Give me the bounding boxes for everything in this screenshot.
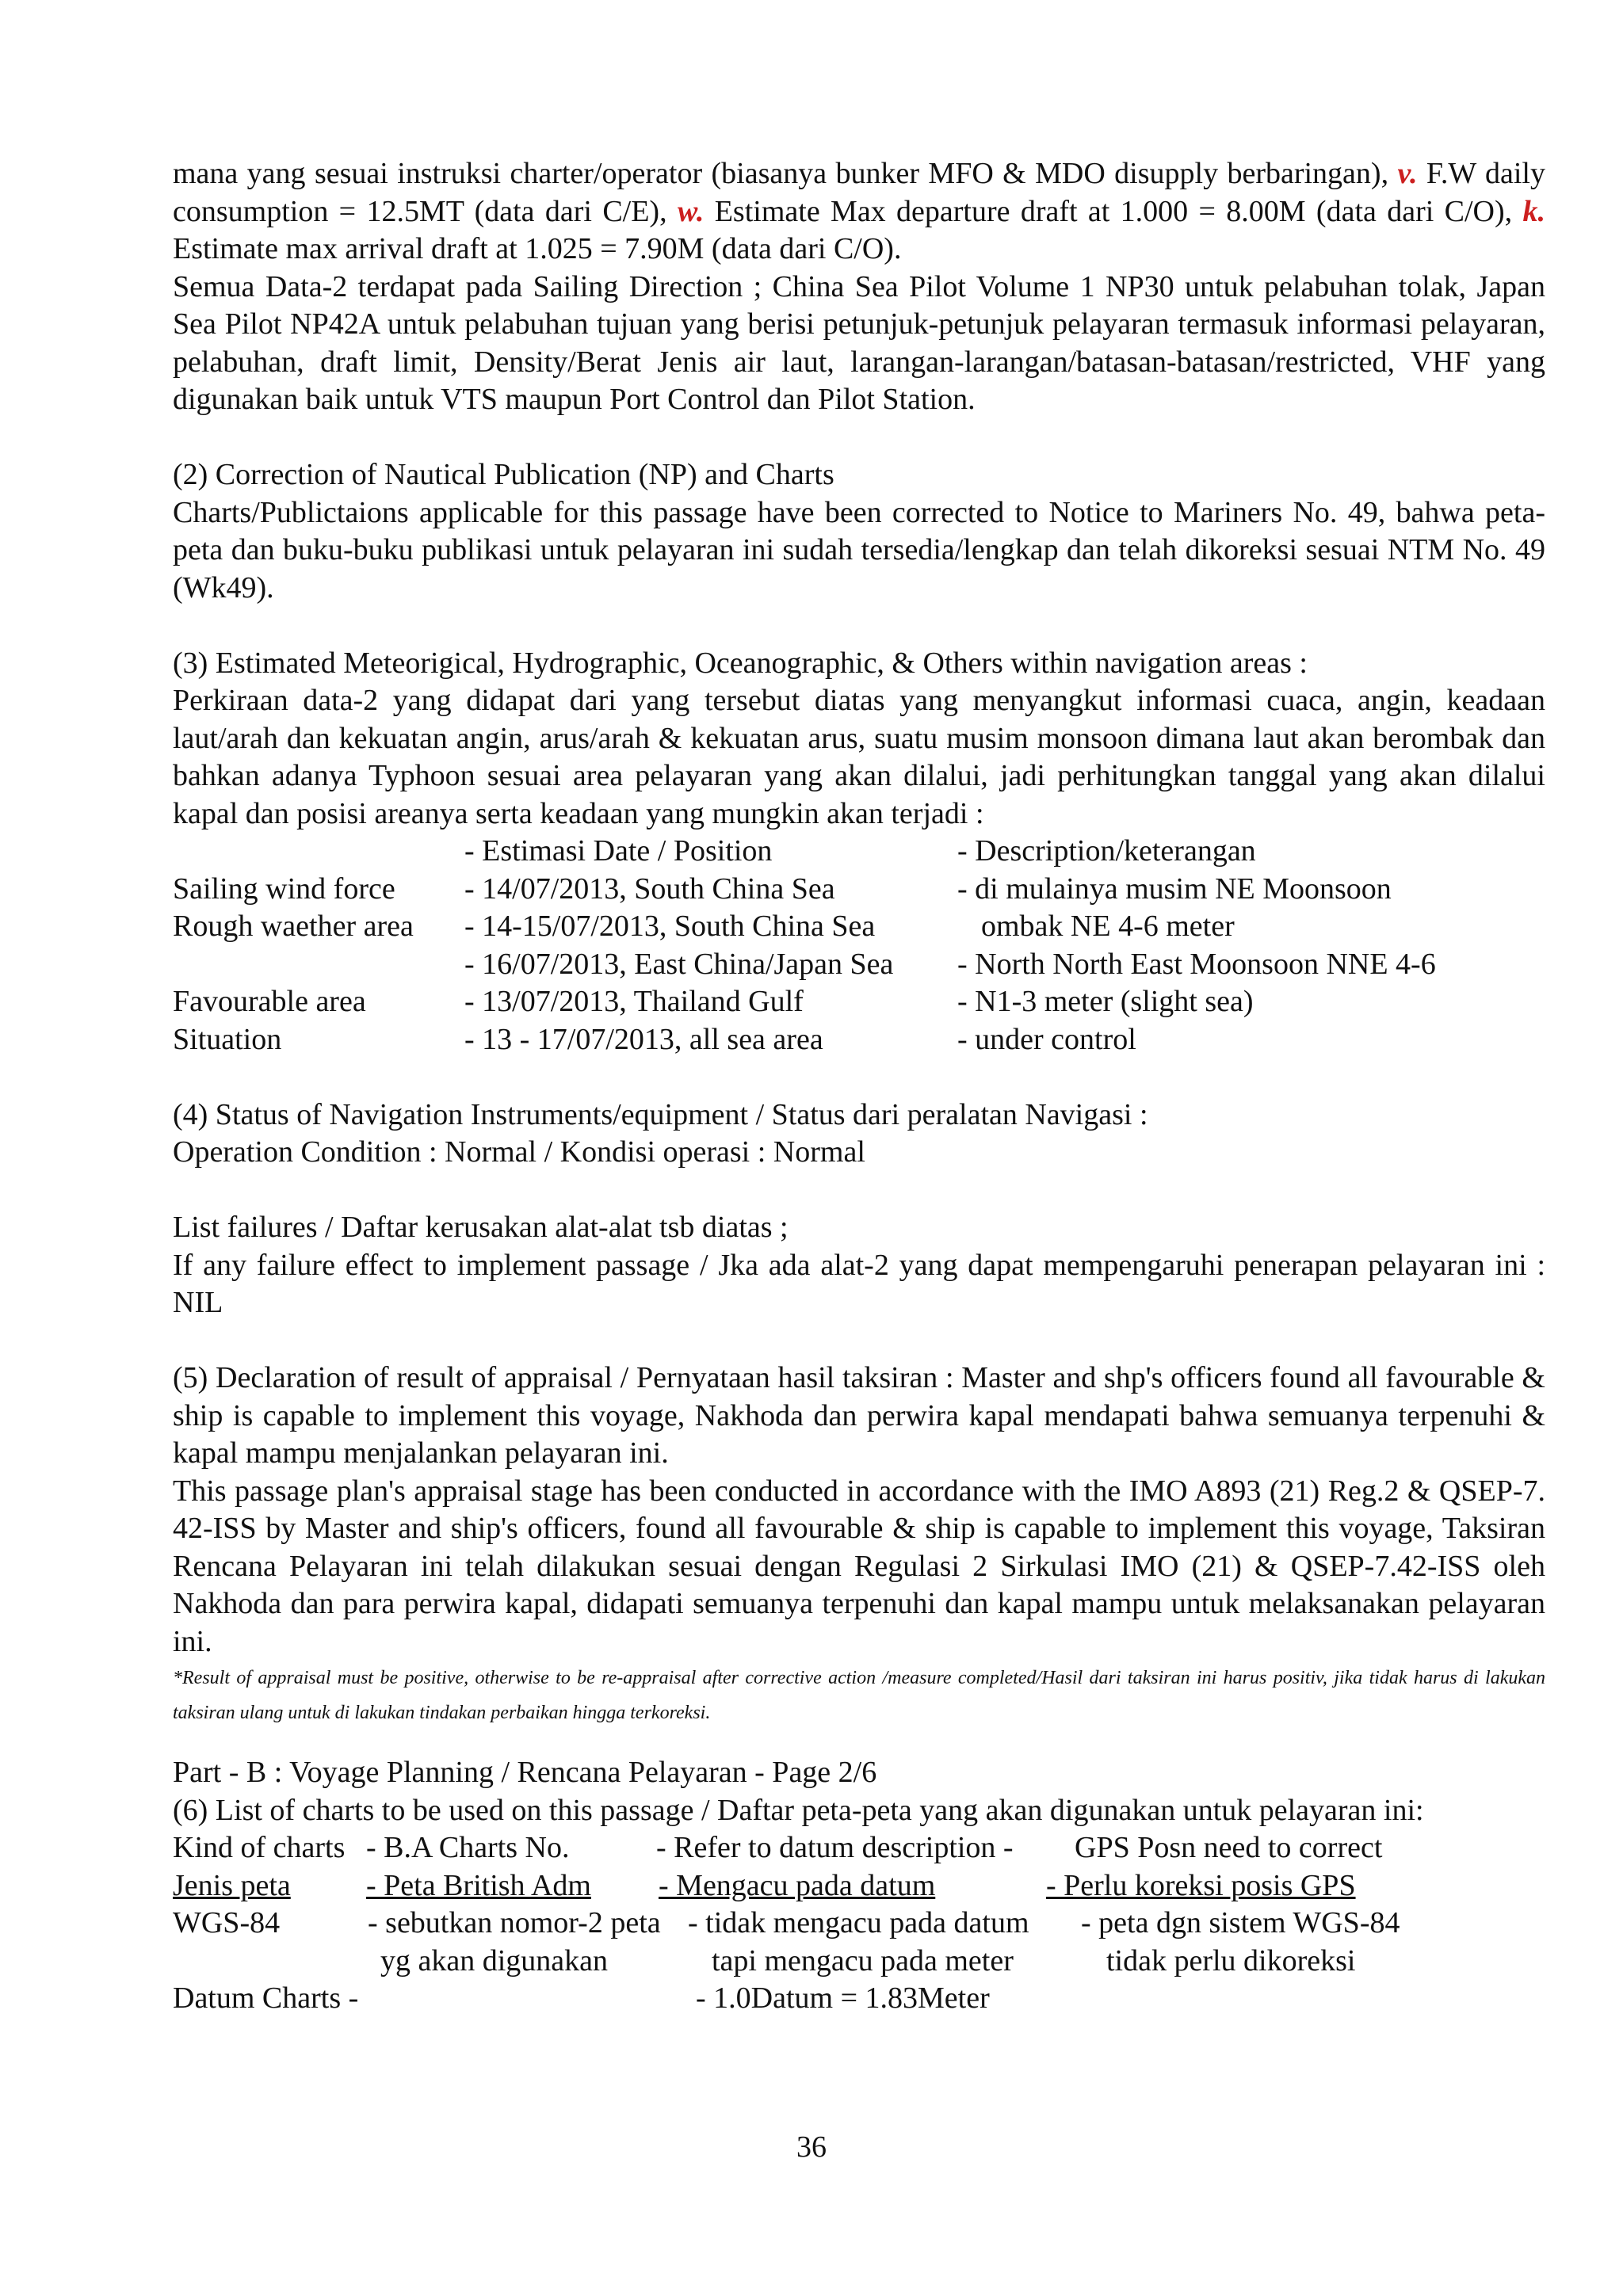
datum-charts-label: Datum Charts -: [173, 1981, 359, 2015]
row-date: - 13 - 17/07/2013, all sea area: [464, 1022, 823, 1056]
section-5-declaration: (5) Declaration of result of appraisal / Pernyataan hasil taksiran : Master and shp's officers found all favourable & ship is capable to implement this voyage, Nakhoda dan perwira kapal mendapati bahwa semuanya terpenuhi & kapal mampu menjalankan pelayaran ini.: [173, 1361, 1545, 1470]
section-2-heading: (2) Correction of Nautical Publication (NP) and Charts: [173, 458, 834, 491]
header-date-position: - Estimasi Date / Position: [464, 834, 773, 868]
operation-condition: Operation Condition : Normal / Kondisi operasi : Normal: [173, 1135, 865, 1169]
chart-kind: WGS-84: [173, 1906, 281, 1939]
datum-charts-row: [173, 1980, 1545, 2018]
charts-table-row: [173, 1943, 1545, 1981]
charts-table-row: [173, 1905, 1545, 1943]
section-3-body: Perkiraan data-2 yang didapat dari yang tersebut diatas yang menyangkut informasi cuaca, angin, keadaan laut/arah dan kekuatan angin, arus/arah & kekuatan arus, suatu musim monsoon dimana laut akan berombak dan bahkan adanya Typhoon sesuai area pelayaran yang akan dilalui, jadi perhitungkan tanggal yang akan dilalui kapal dan posisi areanya serta keadaan yang mungkin akan terjadi :: [173, 684, 1545, 830]
page-number: 36: [796, 2130, 827, 2164]
appraisal-note: *Result of appraisal must be positive, otherwise to be re-appraisal after corrective action /measure completed/Hasil dari taksiran ini harus positiv, jika tidak harus di lakukan taksiran ulang untuk di lakukan tindakan perbaikan hingga terkoreksi.: [173, 1668, 1545, 1723]
row-description: - North North East Moonsoon NNE 4-6: [957, 947, 1436, 981]
intro-paragraph: [173, 155, 1545, 269]
document-page: [173, 155, 1545, 2018]
chart-datum: - Mengacu pada datum: [659, 1868, 936, 1902]
row-description: - under control: [957, 1022, 1136, 1056]
intro-text-b: F.W daily consumption = 12.5MT (data dari C/E),: [173, 157, 1545, 228]
intro-text-c: Estimate Max departure draft at 1.000 = 8.00M (data dari C/O),: [704, 194, 1523, 228]
chart-gps: GPS Posn need to correct: [1075, 1831, 1383, 1864]
chart-number: - Peta British Adm: [366, 1868, 591, 1902]
row-label: Sailing wind force: [173, 871, 395, 906]
part-b-title: Part - B : Voyage Planning / Rencana Pelayaran - Page 2/6: [173, 1756, 877, 1789]
chart-number: - B.A Charts No.: [366, 1831, 570, 1864]
chart-kind: Jenis peta: [173, 1868, 291, 1902]
sailing-direction-paragraph: Semua Data-2 terdapat pada Sailing Direction ; China Sea Pilot Volume 1 NP30 untuk pelabuhan tolak, Japan Sea Pilot NP42A untuk pelabuhan tujuan yang berisi petunjuk-petunjuk pelayaran termasuk informasi pelayaran, pelabuhan, draft limit, Density/Berat Jenis air laut, larangan-larangan/batasan-batasan/restricted, VHF yang digunakan baik untuk VTS maupun Port Control dan Pilot Station.: [173, 269, 1545, 416]
item-marker-v: v.: [1397, 157, 1418, 190]
header-description: - Description/keterangan: [957, 834, 1256, 868]
chart-gps: tidak perlu dikoreksi: [1106, 1943, 1356, 1978]
row-date: - 13/07/2013, Thailand Gulf: [464, 985, 804, 1018]
item-marker-k: k.: [1522, 194, 1545, 228]
weather-table-row: [173, 946, 1545, 984]
datum-charts-value: - 1.0Datum = 1.83Meter: [696, 1981, 990, 2015]
failures-list: List failures / Daftar kerusakan alat-alat tsb diatas ;: [173, 1211, 789, 1244]
chart-gps: - Perlu koreksi posis GPS: [1046, 1868, 1356, 1902]
chart-kind: Kind of charts: [173, 1831, 346, 1864]
chart-datum: tapi mengacu pada meter: [712, 1943, 1014, 1978]
chart-datum: - tidak mengacu pada datum: [688, 1906, 1029, 1939]
intro-text-a: mana yang sesuai instruksi charter/operator (biasanya bunker MFO & MDO disupply berbaringan),: [173, 157, 1398, 190]
charts-table-row: [173, 1867, 1545, 1905]
chart-number: yg akan digunakan: [380, 1943, 609, 1978]
section-2-body: Charts/Publictaions applicable for this passage have been corrected to Notice to Mariners No. 49, bahwa peta-peta dan buku-buku publikasi untuk pelayaran ini sudah tersedia/lengkap dan telah dikoreksi sesuai NTM No. 49 (Wk49).: [173, 495, 1545, 605]
failure-effect: If any failure effect to implement passage / Jka ada alat-2 yang dapat mempengaruhi penerapan pelayaran ini : NIL: [173, 1248, 1545, 1319]
row-label: Rough waether area: [173, 910, 414, 943]
section-4-heading: (4) Status of Navigation Instruments/equipment / Status dari peralatan Navigasi :: [173, 1097, 1148, 1131]
row-date: - 14-15/07/2013, South China Sea: [464, 910, 876, 943]
chart-datum: - Refer to datum description -: [656, 1831, 1014, 1864]
charts-table-row: [173, 1829, 1545, 1867]
appraisal-paragraph: This passage plan's appraisal stage has been conducted in accordance with the IMO A893 (21) Reg.2 & QSEP-7. 42-ISS by Master and ship's officers, found all favourable & ship is capable to implement this voyage, Taksiran Rencana Pelayaran ini telah dilakukan sesuai dengan Regulasi 2 Sirkulasi IMO (21) & QSEP-7.42-ISS oleh Nakhoda dan para perwira kapal, didapati semuanya terpenuhi dan kapal mampu untuk melaksanakan pelayaran ini.: [173, 1474, 1545, 1658]
weather-table-row: [173, 983, 1545, 1021]
row-label: Situation: [173, 1022, 282, 1056]
chart-number: - sebutkan nomor-2 peta: [368, 1906, 661, 1939]
weather-table-row: [173, 908, 1545, 946]
row-description: - N1-3 meter (slight sea): [957, 985, 1254, 1018]
chart-gps: - peta dgn sistem WGS-84: [1081, 1906, 1400, 1939]
section-3-heading: (3) Estimated Meteorigical, Hydrographic, Oceanographic, & Others within navigation areas :: [173, 646, 1308, 680]
weather-table: [173, 833, 1545, 1058]
weather-table-row: [173, 1021, 1545, 1059]
row-label: Favourable area: [173, 985, 366, 1018]
weather-table-row: [173, 871, 1545, 909]
charts-list-heading: (6) List of charts to be used on this passage / Daftar peta-peta yang akan digunakan untuk pelayaran ini:: [173, 1793, 1424, 1827]
row-date: - 14/07/2013, South China Sea: [464, 871, 835, 906]
item-marker-w: w.: [677, 194, 705, 228]
charts-table: [173, 1829, 1545, 2018]
intro-text-d: Estimate max arrival draft at 1.025 = 7.90M (data dari C/O).: [173, 232, 902, 265]
row-date: - 16/07/2013, East China/Japan Sea: [464, 947, 894, 981]
row-description: - di mulainya musim NE Moonsoon: [957, 871, 1392, 906]
row-description: ombak NE 4-6 meter: [981, 910, 1235, 943]
weather-table-header: [173, 833, 1545, 871]
